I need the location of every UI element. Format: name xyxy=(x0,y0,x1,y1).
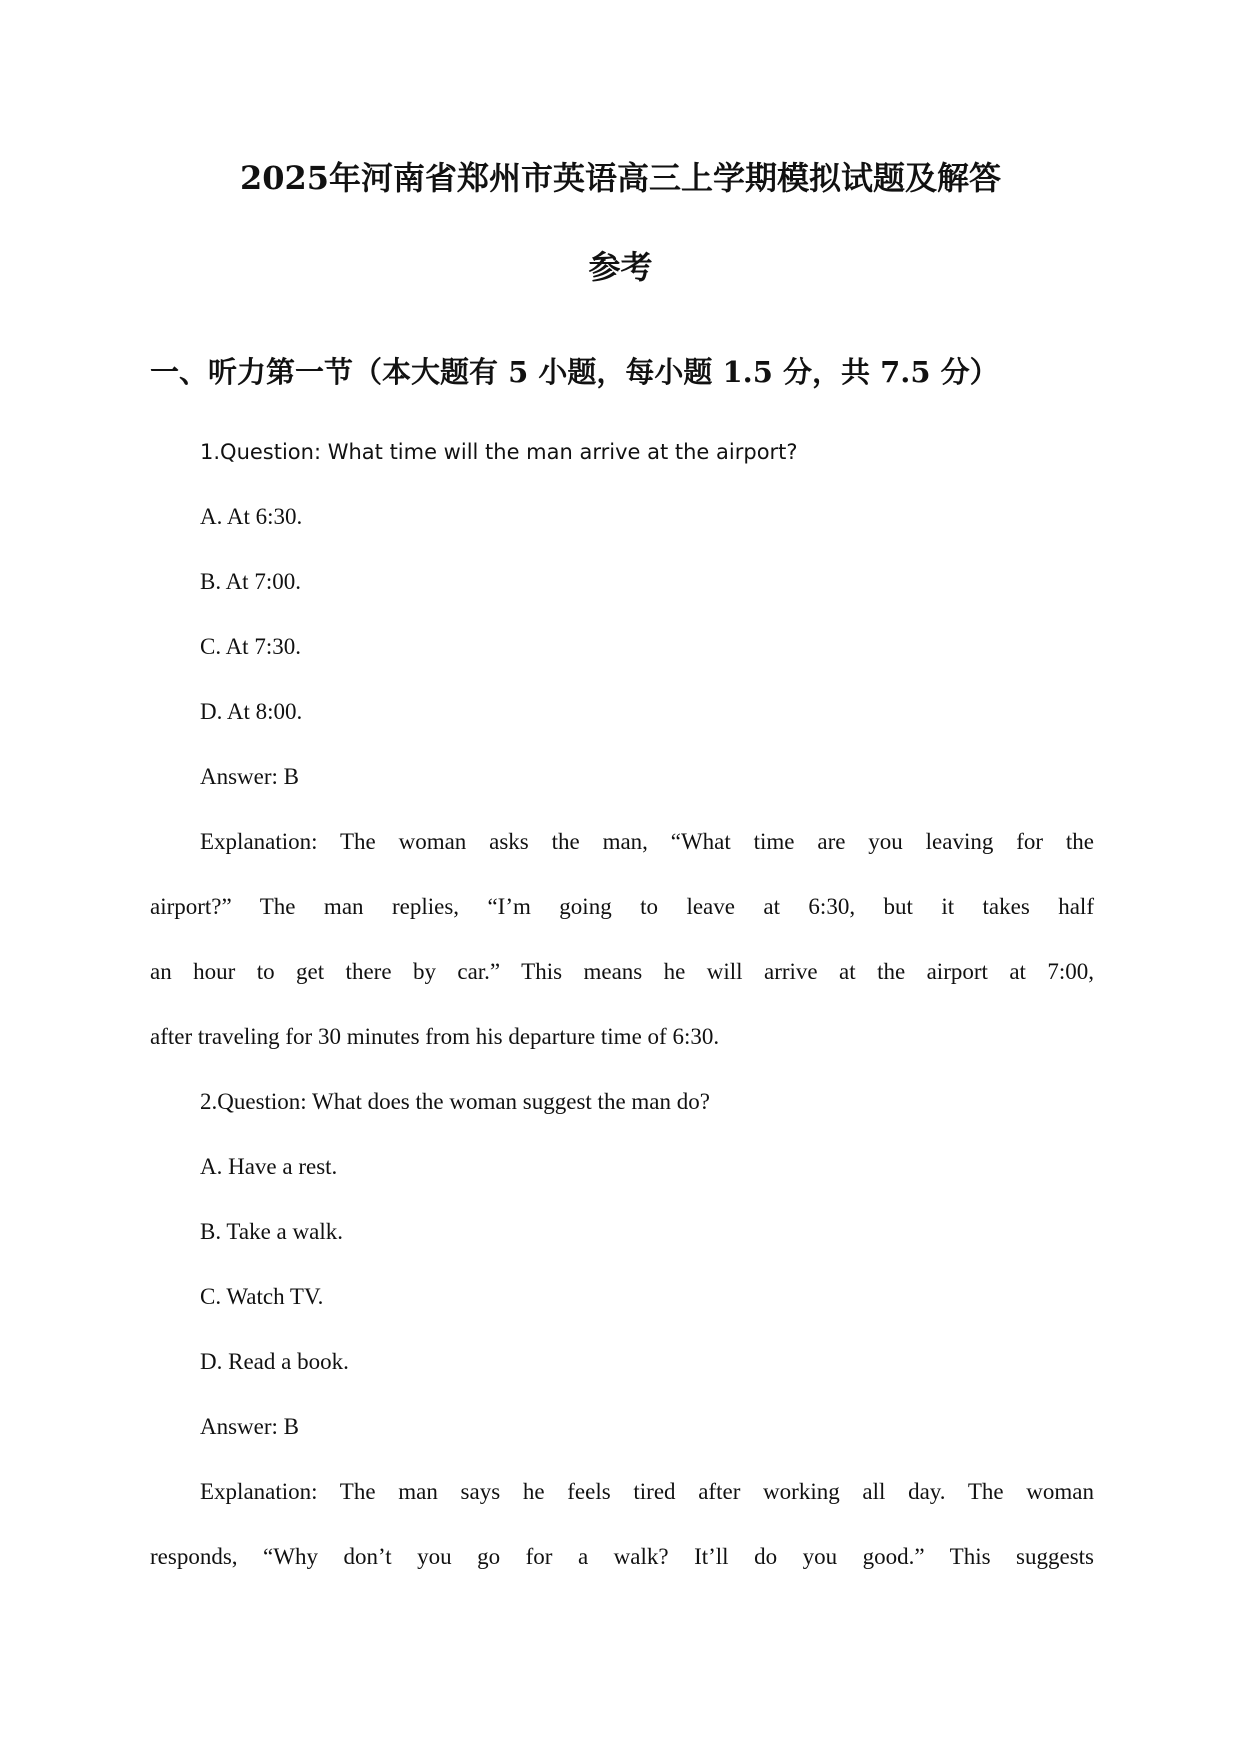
question-1-explanation-line-4: after traveling for 30 minutes from his departure time of 6:30. xyxy=(150,1024,720,1049)
question-1-option-c: C. At 7:30. xyxy=(200,634,301,659)
question-2-text: 2.Question: What does the woman suggest the man do? xyxy=(200,1089,710,1114)
question-2-option-b: B. Take a walk. xyxy=(200,1219,343,1244)
question-2-option-d: D. Read a book. xyxy=(200,1349,349,1374)
question-1-explanation-line-3: an hour to get there by car.” This means he will arrive at the airport at 7:00, xyxy=(150,959,1094,984)
document-title-line-2: 参考 xyxy=(588,248,653,286)
question-1-option-a: A. At 6:30. xyxy=(200,504,303,529)
question-2-option-c: C. Watch TV. xyxy=(200,1284,324,1309)
question-1-option-d: D. At 8:00. xyxy=(200,699,303,724)
document-title-line-1: 2025年河南省郑州市英语高三上学期模拟试题及解答 xyxy=(239,159,1002,197)
question-1-explanation-line-1: Explanation: The woman asks the man, “What time are you leaving for the xyxy=(200,829,1094,854)
question-2-explanation-line-2: responds, “Why don’t you go for a walk? It’ll do you good.” This suggests xyxy=(150,1544,1094,1569)
question-1-explanation-line-2: airport?” The man replies, “I’m going to leave at 6:30, but it takes half xyxy=(150,894,1094,919)
question-1-answer: Answer: B xyxy=(200,764,300,789)
question-1-text: 1.Question: What time will the man arrive at the airport? xyxy=(200,440,798,464)
section-heading-listening-part-1: 一、听力第一节（本大题有 5 小题，每小题 1.5 分，共 7.5 分） xyxy=(150,355,999,389)
question-2-option-a: A. Have a rest. xyxy=(200,1154,338,1179)
question-2-answer: Answer: B xyxy=(200,1414,300,1439)
question-2-explanation-line-1: Explanation: The man says he feels tired after working all day. The woman xyxy=(200,1479,1094,1504)
question-1-option-b: B. At 7:00. xyxy=(200,569,301,594)
